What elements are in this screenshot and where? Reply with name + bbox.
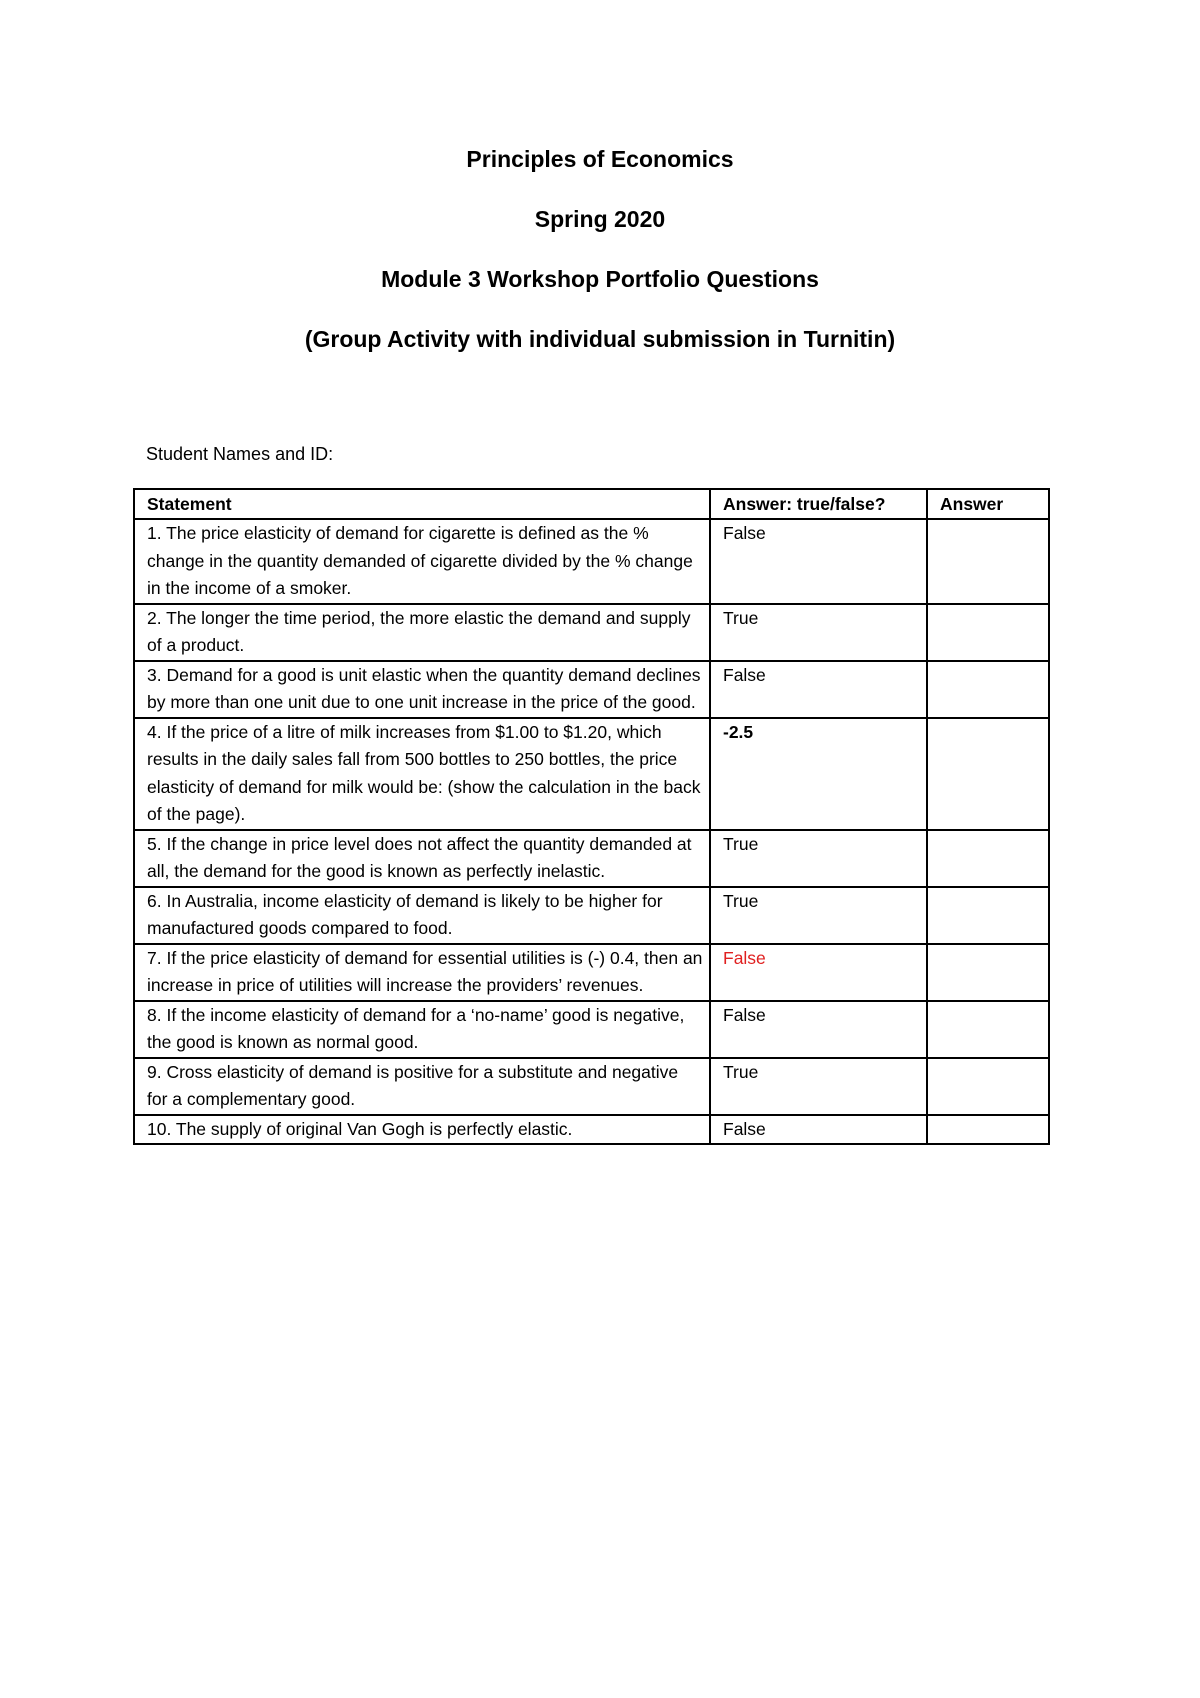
table-row [134, 887, 1049, 944]
header-true-false: Answer: true/false? [710, 489, 927, 519]
true-false-cell: -2.5 [710, 718, 927, 830]
question-number: 1. [147, 523, 162, 543]
table-row [134, 944, 1049, 1001]
statement-cell [134, 1058, 710, 1115]
statement-cell [134, 718, 710, 830]
answer-cell [927, 519, 1049, 604]
answer-cell [927, 604, 1049, 661]
header-answer: Answer [927, 489, 1049, 519]
student-names-label: Student Names and ID: [146, 444, 334, 464]
true-false-cell: True [710, 887, 927, 944]
questions-table [133, 488, 1050, 1145]
answer-cell [927, 887, 1049, 944]
activity-title: (Group Activity with individual submission in Turnitin) [304, 326, 896, 352]
question-number: 2. [147, 607, 162, 628]
table-row [134, 1058, 1049, 1115]
answer-cell [927, 1001, 1049, 1058]
table-header-row [134, 489, 1049, 519]
statement-text: The supply of original Van Gogh is perfectly elastic. [171, 1118, 573, 1139]
answer-cell [927, 661, 1049, 718]
statement-cell [134, 944, 710, 1001]
statement-text: Cross elasticity of demand is positive for a substitute and negative for a complementary good. [147, 1061, 679, 1109]
statement-cell [134, 1001, 710, 1058]
question-number: 7. [147, 947, 162, 968]
table-row [134, 1001, 1049, 1058]
header-statement: Statement [134, 489, 710, 519]
statement-cell [134, 887, 710, 944]
table-row [134, 519, 1049, 604]
statement-text: In Australia, income elasticity of demand is likely to be higher for manufactured goods compared to food. [147, 890, 663, 938]
answer-cell [927, 1058, 1049, 1115]
question-number: 9. [147, 1061, 162, 1082]
true-false-cell: False [710, 1115, 927, 1145]
true-false-cell: False [710, 661, 927, 718]
statement-text: If the price of a litre of milk increases from $1.00 to $1.20, which results in the daily sales fall from 500 bottles to 250 bottles, the price elasticity of demand for milk would be: (show the calculation in the back of the page). [147, 721, 701, 824]
answer-cell [927, 944, 1049, 1001]
table-row [134, 1115, 1049, 1145]
question-number: 5. [147, 833, 162, 854]
statement-text: The price elasticity of demand for cigarette is defined as the % change in the quantity demanded of cigarette divided by the % change in the income of a smoker. [147, 523, 693, 598]
true-false-cell: True [710, 830, 927, 887]
statement-cell [134, 830, 710, 887]
true-false-cell: False [710, 519, 927, 604]
statement-text: If the change in price level does not affect the quantity demanded at all, the demand for the good is known as perfectly inelastic. [147, 833, 692, 881]
question-number: 10. [147, 1118, 172, 1139]
answer-cell [927, 830, 1049, 887]
statement-text: If the income elasticity of demand for a ‘no-name’ good is negative, the good is known as normal good. [147, 1004, 685, 1052]
statement-text: If the price elasticity of demand for essential utilities is (-) 0.4, then an increase in price of utilities will increase the providers’ revenues. [147, 947, 703, 995]
statement-cell [134, 661, 710, 718]
answer-cell [927, 718, 1049, 830]
course-title: Principles of Economics [466, 146, 734, 172]
statement-cell [134, 604, 710, 661]
title-block [0, 146, 1200, 386]
true-false-cell: False [710, 944, 927, 1001]
statement-cell [134, 519, 710, 604]
table-row [134, 604, 1049, 661]
answer-cell [927, 1115, 1049, 1145]
statement-cell [134, 1115, 710, 1145]
true-false-cell: True [710, 1058, 927, 1115]
statement-text: The longer the time period, the more elastic the demand and supply of a product. [147, 607, 691, 655]
true-false-cell: False [710, 1001, 927, 1058]
question-number: 8. [147, 1004, 162, 1025]
module-title: Module 3 Workshop Portfolio Questions [381, 266, 819, 292]
term-title: Spring 2020 [534, 206, 666, 232]
true-false-cell: True [710, 604, 927, 661]
table-row [134, 661, 1049, 718]
question-number: 4. [147, 721, 162, 742]
table-row [134, 830, 1049, 887]
question-number: 3. [147, 664, 162, 685]
question-number: 6. [147, 890, 162, 911]
table-row [134, 718, 1049, 830]
statement-text: Demand for a good is unit elastic when the quantity demand declines by more than one unit due to one unit increase in the price of the good. [147, 664, 701, 712]
table-body [134, 519, 1049, 1144]
